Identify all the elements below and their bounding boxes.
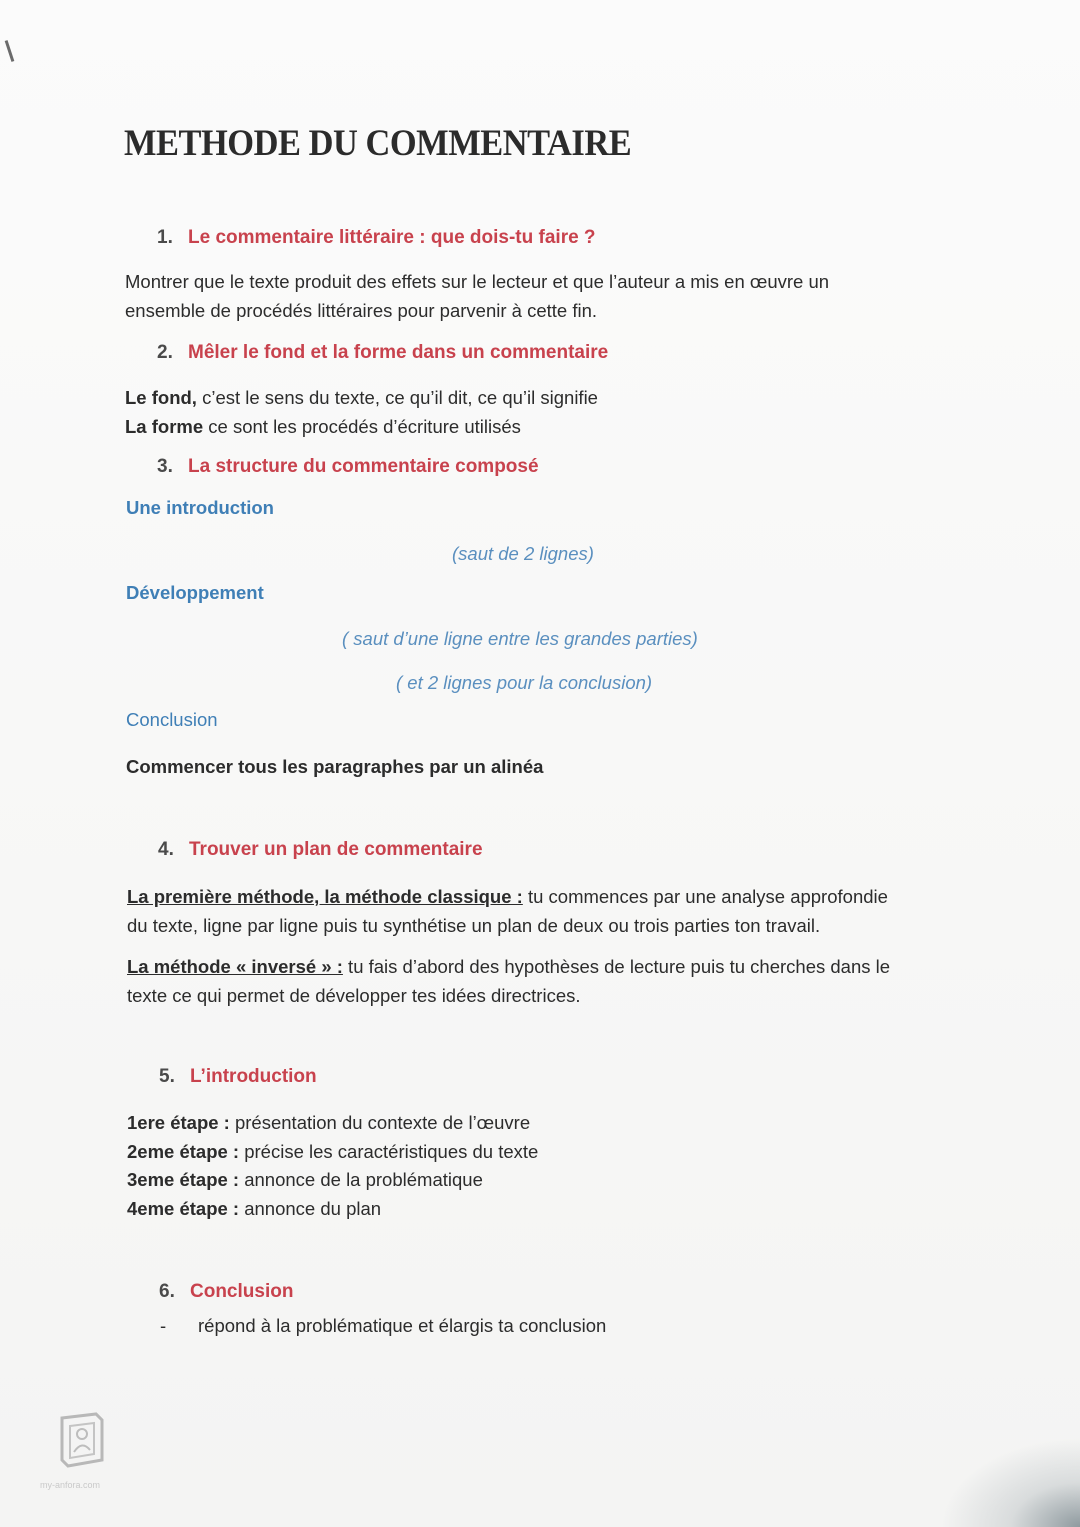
forme-term: La forme xyxy=(125,416,204,437)
logo-caption: my-anfora.com xyxy=(40,1480,101,1490)
section-2-title: Mêler le fond et la forme dans un commentaire xyxy=(188,342,609,363)
section-1-line-2: ensemble de procédés littéraires pour parvenir à cette fin. xyxy=(125,300,598,321)
section-5-title: L’introduction xyxy=(190,1066,317,1087)
method-1-paragraph xyxy=(127,882,888,940)
intro-step-2-label: 2eme étape : xyxy=(127,1140,240,1162)
section-6-heading xyxy=(159,1281,293,1303)
section-6-number: 6. xyxy=(159,1281,175,1302)
forme-text: ce sont les procédés d’écriture utilisés xyxy=(203,416,521,437)
conclusion-label: Conclusion xyxy=(126,709,218,730)
intro-step-2-text: précise les caractéristiques du texte xyxy=(239,1140,539,1162)
fond-text: c’est le sens du texte, ce qu’il dit, ce qu’il signifie xyxy=(196,387,598,408)
method-2-line-2: texte ce qui permet de développer tes idées directrices. xyxy=(127,985,581,1006)
section-1-heading xyxy=(157,227,596,249)
scan-corner-shadow xyxy=(940,1437,1080,1527)
section-3-heading xyxy=(157,456,539,478)
intro-step-2 xyxy=(127,1138,538,1167)
method-2-term: La méthode « inversé » : xyxy=(127,956,343,977)
intro-step-1-text: présentation du contexte de l’œuvre xyxy=(229,1112,531,1133)
note-development-1: ( saut d’une ligne entre les grandes parties) xyxy=(342,628,698,649)
logo-icon xyxy=(56,1412,108,1468)
conclusion-bullet-text: répond à la problématique et élargis ta conclusion xyxy=(198,1315,607,1336)
section-3-number: 3. xyxy=(157,456,173,477)
note-development-2: ( et 2 lignes pour la conclusion) xyxy=(396,672,653,693)
section-4-heading xyxy=(158,839,483,861)
method-2-paragraph xyxy=(127,952,890,1010)
bullet-dash: - xyxy=(160,1315,167,1336)
section-1-title: Le commentaire littéraire : que dois-tu faire ? xyxy=(188,227,596,248)
fond-term: Le fond, xyxy=(125,387,197,408)
method-1-text: tu commences par une analyse approfondie xyxy=(522,886,888,907)
section-4-title: Trouver un plan de commentaire xyxy=(189,839,483,860)
method-1-line-1 xyxy=(127,882,888,911)
intro-step-3-text: annonce de la problématique xyxy=(239,1169,483,1190)
intro-step-4-text: annonce du plan xyxy=(239,1197,382,1219)
section-2-number: 2. xyxy=(157,342,173,363)
intro-label: Une introduction xyxy=(126,497,274,518)
section-4-number: 4. xyxy=(158,839,174,860)
alinea-instruction: Commencer tous les paragraphes par un alinéa xyxy=(126,756,544,777)
section-3-title: La structure du commentaire composé xyxy=(188,456,539,477)
intro-step-1-label: 1ere étape : xyxy=(127,1112,230,1133)
method-1-line-2: du texte, ligne par ligne puis tu synthétise un plan de deux ou trois parties ton travail. xyxy=(127,915,821,936)
section-1-number: 1. xyxy=(157,227,173,248)
forme-line xyxy=(125,412,598,441)
method-2-line-1 xyxy=(127,952,890,981)
fond-line xyxy=(125,383,598,412)
section-1-line-1: Montrer que le texte produit des effets sur le lecteur et que l’auteur a mis en œuvre un xyxy=(125,271,830,292)
intro-step-4-label: 4eme étape : xyxy=(127,1197,240,1219)
intro-step-4 xyxy=(127,1195,538,1224)
section-6-title: Conclusion xyxy=(190,1281,294,1302)
section-5-number: 5. xyxy=(159,1066,175,1087)
conclusion-bullet-item xyxy=(160,1311,606,1340)
note-intro: (saut de 2 lignes) xyxy=(452,543,594,564)
section-2-heading xyxy=(157,342,608,364)
section-1-paragraph xyxy=(125,267,829,325)
intro-step-3-label: 3eme étape : xyxy=(127,1169,240,1190)
intro-step-3 xyxy=(127,1166,538,1195)
section-2-paragraph xyxy=(125,383,598,441)
intro-steps-list xyxy=(127,1109,538,1223)
method-2-text: tu fais d’abord des hypothèses de lecture puis tu cherches dans le xyxy=(342,956,891,977)
intro-step-1 xyxy=(127,1109,538,1138)
section-5-heading xyxy=(159,1066,317,1088)
page-title: METHODE DU COMMENTAIRE xyxy=(124,123,632,164)
development-label: Développement xyxy=(126,582,264,603)
method-1-term: La première méthode, la méthode classique : xyxy=(127,886,523,907)
scan-mark xyxy=(5,40,15,62)
